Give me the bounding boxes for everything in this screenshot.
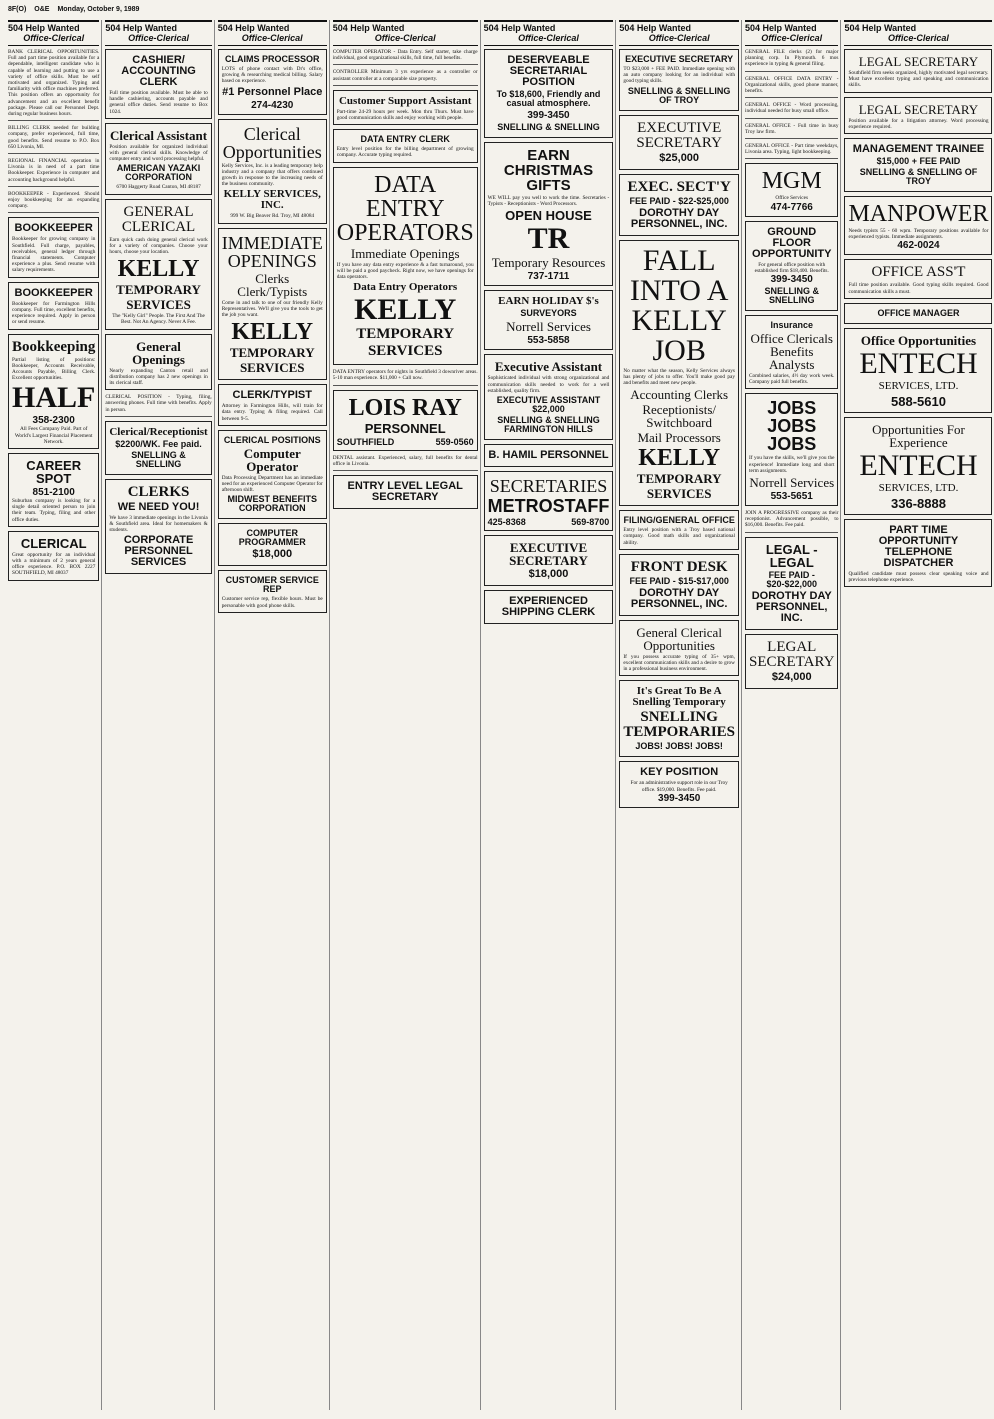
ad-body: No matter what the season, Kelly Services always has plenty of jobs to offer. You'll make good pay and benefits and meet new people. (623, 367, 735, 387)
column-header (619, 20, 739, 46)
classified-ad: GENERAL OFFICE - Full time in busy Troy law firm. (745, 123, 838, 139)
ad-heading: BOOKKEEPER (14, 286, 93, 299)
section-number: 504 Help Wanted (8, 23, 80, 33)
ad-heading: EXPERIENCED SHIPPING CLERK (501, 595, 596, 619)
ad-heading: EXEC. SECT'Y (627, 178, 731, 195)
ad-body: Attorney in Farmington Hills, will train for data entry. Typing & filing required. Call between 9-5. (221, 403, 323, 422)
ad-phone: 274-4230 (251, 99, 294, 111)
display-ad (619, 240, 739, 507)
section-label: Office-Clerical (128, 33, 189, 43)
ad-body: Suburban company is looking for a single detail oriented person to join their team. Typing, filing and other office duties. (12, 497, 96, 523)
ad-heading: Customer Support Assistant (338, 94, 472, 107)
column-header (844, 20, 992, 46)
display-ad (745, 537, 838, 630)
ad-phone: 358-2300 (32, 415, 75, 427)
display-ad (844, 519, 992, 587)
ad-phone: 553-5651 (770, 491, 813, 503)
ad-body: Kelly Services, Inc. is a leading temporary help industry and a company that offers continued growth in response to the increasing needs of the business community. (221, 162, 323, 188)
ad-heading: LEGAL SECRETARY (858, 101, 979, 117)
display-ad (105, 479, 211, 575)
display-ad (844, 303, 992, 324)
ad-body: Entry level position for the billing department of growing company. Accurate typing required. (336, 146, 474, 159)
section-label: Office-Clerical (241, 33, 303, 43)
section-label: Office-Clerical (374, 33, 436, 43)
ad-subheading: Office Clericals Benefits Analysts (750, 331, 833, 373)
ad-heading: It's Great To Be A Snelling Temporary (632, 685, 726, 709)
kelly-logo: KELLY (354, 293, 457, 327)
ad-heading: BOOKKEEPER (14, 222, 93, 235)
display-ad (619, 174, 739, 236)
display-ad (844, 417, 992, 515)
ad-heading: General Openings (132, 338, 185, 367)
column-6 (619, 20, 742, 1410)
ad-body: Entry level position with a Troy based national company. Good math skills and organizational ability. (623, 527, 735, 546)
ad-phone: 399-3450 (658, 792, 701, 804)
ad-heading: General Clerical Opportunities (636, 624, 722, 653)
display-ad (619, 510, 739, 550)
display-ad (218, 49, 327, 115)
ad-body: Bookkeeper for growing company in Southfield. Full charge, payables, receivables, general ledger through financial statements. Computer experience a plus. Send resume with salary requirements. (12, 236, 96, 274)
ad-heading: MANAGEMENT TRAINEE (852, 143, 985, 156)
classified-ad: JOIN A PROGRESSIVE company as their receptionist. Advancement possible, to $16,000. Benefits. Fee paid. (745, 510, 838, 533)
ad-subheading: Mail Processors (637, 430, 721, 446)
company-name: Norrell Services (749, 475, 835, 491)
company-name: Temporary Resources (491, 255, 606, 271)
agency-name: B. HAMIL PERSONNEL (488, 449, 609, 462)
ad-phone: 399-3450 (770, 274, 813, 286)
display-ad (484, 290, 614, 350)
ad-heading: CAREER SPOT (26, 457, 82, 486)
company-address: 6700 Haggerty Road Canton, MI 48187 (116, 184, 201, 191)
section-number: 504 Help Wanted (217, 23, 290, 33)
ad-subheading: Clerks Clerk/Typists (237, 270, 308, 299)
ad-heading: CLERKS (127, 483, 190, 500)
ad-body: LOTS of phone contact with Dr's office, growing & researching medical billing. Salary based on experience. (221, 66, 323, 85)
display-ad (844, 259, 992, 298)
display-ad (218, 523, 327, 566)
ad-subheading: WE NEED YOU! (117, 500, 200, 513)
classified-ad: REGIONAL FINANCIAL operation in Livonia is in need of a part time Bookkeeper. Experience in computer and accounting background helpful. (8, 158, 99, 187)
classified-ad: BILLING CLERK needed for building company, prefer experienced, full time, good benefits. Send resume to P.O. Box 650 Livonia, MI. (8, 125, 99, 154)
display-ad (484, 142, 614, 286)
ad-salary: FEE PAID - $22-$25,000 (629, 195, 729, 206)
ad-heading: OFFICE MANAGER (877, 307, 960, 318)
ad-heading: FALL INTO A KELLY JOB (629, 243, 729, 367)
column-header (8, 20, 99, 46)
kelly-services: SERVICES (367, 343, 443, 360)
display-ad (619, 115, 739, 170)
ad-phone: 553-5858 (527, 335, 570, 347)
company-name: KELLY SERVICES, INC. (223, 188, 321, 212)
ad-body: Nearly expanding Canton retail and distribution company has 2 new openings in its clerical staff. (109, 367, 208, 387)
ad-contact-row (337, 437, 474, 447)
ad-heading: GENERAL CLERICAL (121, 203, 196, 235)
ad-subheading: SURVEYORS (520, 308, 577, 319)
section-number: 504 Help Wanted (619, 23, 692, 33)
ad-heading: Clerical Opportunities (222, 123, 322, 162)
ad-location: SOUTHFIELD (336, 436, 395, 447)
ad-body: For an administrative support role in our Troy office. $19,000. Benefits. Fee paid. (630, 780, 728, 793)
section-label: Office-Clerical (23, 33, 85, 43)
company-subtitle: Office Services (775, 195, 809, 202)
kelly-temporary: TEMPORARY (116, 282, 201, 298)
ad-heading: Opportunities For Experience (872, 421, 965, 450)
ad-heading: EARN CHRISTMAS GIFTS (503, 147, 594, 194)
company-subtitle: SERVICES, LTD. (878, 379, 959, 392)
agency-name: DOROTHY DAY PERSONNEL, INC. (751, 589, 832, 624)
ad-salary: FEE PAID - $15-$17,000 (629, 575, 729, 586)
ad-body: Great opportunity for an individual with a minimum of 2 years general office experience. P.O. BOX 2227 SOUTHFIELD, MI 48037 (12, 551, 96, 577)
masthead (8, 6, 880, 18)
paper-name: O&E (34, 6, 50, 13)
ad-salary: $15,000 + FEE PAID (876, 156, 961, 167)
display-ad (484, 590, 614, 624)
ad-heading: Executive Assistant (494, 359, 603, 375)
ad-body: Position available for a litigation attorney. Word processing experience required. (848, 117, 989, 130)
classified-ad: GENERAL OFFICE - Part time weekdays, Livonia area. Typing, light bookkeeping. (745, 143, 838, 159)
section-label: Office-Clerical (761, 33, 823, 43)
ad-heading: CASHIER/ ACCOUNTING CLERK (121, 54, 196, 88)
ad-body: Sophisticated individual with strong organizational and communication skills needed to work for a well established, quality firm. (487, 375, 610, 394)
company-logo: MANPOWER (848, 201, 989, 228)
column-header (333, 20, 478, 46)
display-ad (484, 49, 614, 138)
ad-heading: EARN HOLIDAY $'s (498, 295, 599, 308)
ad-body: Full time position available. Must be able to handle cashiering, accounts payable and general office duties. Send resume to Box 1024. (109, 90, 208, 115)
column-header (745, 20, 838, 46)
ad-body: Southfield firm seeks organized, highly motivated legal secretary. Must have excellent typing and speaking and communication skills. (848, 70, 989, 89)
kelly-logo: KELLY (231, 319, 314, 346)
classified-ad: CLERICAL POSITION - Typing, filing, answering phones. Full time with benefits. Apply in person. (105, 394, 211, 417)
agency-name: SNELLING & SNELLING (764, 286, 819, 306)
display-ad (105, 123, 211, 195)
ad-heading: FILING/GENERAL OFFICE (623, 515, 735, 526)
ad-heading: DESERVEABLE SECRETARIAL POSITION (507, 54, 590, 88)
column-4 (333, 20, 481, 1410)
column-5 (484, 20, 617, 1410)
ad-heading: DATA ENTRY CLERK (360, 134, 450, 145)
ad-subheading: OPEN HOUSE (505, 208, 592, 224)
ad-heading: SECRETARIES (489, 476, 608, 497)
classified-ad: GENERAL FILE clerks (2) for major planning corp. In Plymouth. 6 mos experience in typing & general filing. (745, 49, 838, 72)
section-number: 504 Help Wanted (483, 23, 556, 33)
ad-heading: Insurance (770, 320, 813, 331)
display-ad (745, 315, 838, 389)
ad-phone: 474-7766 (770, 201, 813, 213)
agency-name: DOROTHY DAY PERSONNEL, INC. (630, 586, 728, 610)
ad-heading: LOIS RAY (348, 394, 462, 421)
ad-heading: DATA ENTRY OPERATORS (336, 171, 474, 246)
ad-body: Needs typists 55 - 60 wpm. Temporary positions available for experienced typists. Immediate assignments. (848, 228, 989, 241)
display-ad (218, 384, 327, 426)
column-header (218, 20, 327, 46)
ad-phone: 559-0560 (435, 436, 474, 447)
ad-heading: Office Opportunities (860, 332, 977, 348)
section-number: 504 Help Wanted (105, 23, 178, 33)
ad-body: Qualified candidate must possess clear speaking voice and previous telephone experience. (848, 570, 989, 584)
display-ad (619, 554, 739, 616)
section-number: 504 Help Wanted (745, 23, 817, 33)
display-ad (105, 49, 211, 119)
page-number: 8F(O) (8, 6, 27, 13)
ad-logo: HALF (12, 381, 96, 415)
display-ad (619, 680, 739, 757)
ad-heading: GROUND FLOOR OPPORTUNITY (752, 225, 832, 260)
agency-name: #1 Personnel Place (222, 85, 323, 98)
classified-columns (8, 20, 989, 1410)
company-name: MIDWEST BENEFITS CORPORATION (227, 494, 317, 514)
ad-phone: 399-3450 (527, 110, 570, 121)
display-ad (218, 430, 327, 520)
ad-salary: $18,000 (252, 548, 293, 561)
ad-body: TO $23,000 + FEE PAID. Immediate opening with an auto company looking for an individual with good typing skills. (623, 66, 735, 85)
display-ad (8, 282, 99, 330)
ad-body: We have 3 immediate openings in the Livonia & Southfield area. Ideal for homemakers & students. (109, 514, 208, 534)
classified-ad: DATA ENTRY operators for nights in Southfield 3 downriver areas. 5-10 man experience. $11,000 + Call now. (333, 369, 478, 385)
ad-heading: LEGAL SECRETARY (749, 638, 835, 670)
ad-body: Customer service rep, flexible hours. Must be personable with good phone skills. (221, 596, 323, 609)
display-ad (333, 167, 478, 366)
company-logo: MGM (761, 168, 822, 195)
ad-body: Part-time 24-29 hours per week. Mon thru Thurs. Must have good communication skills and enjoy working with people. (336, 108, 474, 122)
agency-name: DOROTHY DAY PERSONNEL, INC. (630, 206, 728, 230)
classified-ad: GENERAL OFFICE - Word processing, individual needed for busy small office. (745, 102, 838, 118)
display-ad (484, 535, 614, 586)
ad-body: If you have the skills, we'll give you the experience! Immediate long and short term assignments. (749, 455, 835, 474)
ad-heading: CLERK/TYPIST (232, 389, 312, 402)
ad-phone: 569-8700 (571, 517, 610, 528)
display-ad (745, 634, 838, 689)
kelly-temporary: TEMPORARY (356, 326, 455, 343)
classified-ad: COMPUTER OPERATOR - Data Entry. Self starter, take charge individual, good organizational skills, full time, full benefits. (333, 49, 478, 65)
column-1 (8, 20, 102, 1410)
company-subtitle: SERVICES, LTD. (878, 481, 959, 494)
kelly-temporary: TEMPORARY (229, 345, 315, 361)
agency-name: SNELLING & SNELLING OF TROY (859, 167, 978, 187)
display-ad (333, 390, 478, 451)
classified-ad: BOOKKEEPER - Experienced. Should enjoy bookkeeping for an expanding company. (8, 191, 99, 214)
ad-subheading: Immediate Openings (350, 245, 460, 261)
ad-subheading: EXECUTIVE ASSISTANT $22,000 (496, 395, 601, 415)
ad-phone: 462-0024 (897, 240, 940, 252)
ad-heading: ENTRY LEVEL LEGAL SECRETARY (347, 480, 463, 504)
ad-heading: COMPUTER PROGRAMMER (238, 528, 306, 548)
ad-subheading: PERSONNEL (364, 420, 446, 436)
display-ad (484, 354, 614, 440)
ad-body: If you possess accurate typing of 35+ wpm, excellent communication skills and a desire to grow in a professional business environment. (623, 653, 735, 673)
ad-heading: CLERICAL POSITIONS (223, 434, 321, 445)
ad-rate: $2200/WK. Fee paid. (115, 438, 202, 449)
company-name: Norrell Services (506, 319, 591, 335)
kelly-temporary: TEMPORARY (636, 471, 722, 487)
kelly-logo: KELLY (117, 256, 200, 283)
ad-body: Partial listing of positions: Bookkeeper, Accounts Receivable, Accounts Payable, Billing Clerk. Excellent opportunities. (12, 356, 96, 382)
ad-contact-row (488, 517, 610, 527)
ad-salary: $18,000 (528, 568, 569, 581)
ad-body: Combined salaries, 4½ day work week. Company paid full benefits. (749, 373, 835, 386)
ad-heading: KEY POSITION (640, 766, 719, 779)
agency-name: SNELLING & SNELLING OF TROY (627, 85, 731, 105)
column-header (484, 20, 614, 46)
ad-body: Earn quick cash doing general clerical work for a variety of companies. Choose your hours, choose your location. (109, 236, 208, 256)
display-ad (105, 421, 211, 475)
display-ad (844, 138, 992, 192)
issue-date: Monday, October 9, 1989 (57, 6, 140, 13)
classified-ad: CONTROLLER Minimum 3 yrs experience as a controller or assistant controller at a comparable size property. (333, 69, 478, 85)
display-ad (105, 199, 211, 330)
ad-body: WE WILL pay you well to work the time. Secretaries - Typists - Receptionists - Word Processors. (487, 195, 610, 208)
display-ad (8, 453, 99, 527)
display-ad (8, 217, 99, 277)
section-number: 504 Help Wanted (332, 23, 405, 33)
ad-body: Come in and talk to one of our friendly Kelly Representatives. We'll give you the tools to get the job you want. (221, 299, 323, 319)
ad-subheading: Accounting Clerks (630, 387, 729, 403)
ad-heading: EXECUTIVE SECRETARY (509, 540, 588, 569)
kelly-logo: KELLY (638, 445, 721, 472)
display-ad (619, 761, 739, 807)
display-ad (333, 90, 478, 125)
ad-phone: 425-8368 (487, 517, 526, 528)
display-ad (745, 393, 838, 506)
display-ad (844, 97, 992, 134)
company-name: AMERICAN YAZAKI CORPORATION (116, 163, 201, 183)
display-ad (745, 163, 838, 216)
ad-salary: FEE PAID - $20-$22,000 (766, 569, 817, 589)
ad-body: Full time position available. Good typing skills required. Good communication skills a must. (848, 282, 989, 295)
display-ad (844, 49, 992, 93)
kelly-services: SERVICES (239, 360, 305, 376)
ad-subheading: To $18,600, Friendly and casual atmosphere. (496, 89, 601, 108)
ad-body: Data Processing Department has an immediate need for an experienced Computer Operator for afternoon shift. (221, 474, 323, 494)
column-7 (745, 20, 841, 1410)
ad-subheading: Computer Operator (243, 445, 301, 474)
ad-heading: OFFICE ASS'T (871, 264, 966, 281)
agency-name: SNELLING & SNELLING FARMINGTON HILLS (497, 415, 600, 435)
ad-heading: LEGAL - LEGAL (765, 541, 818, 570)
column-2 (105, 20, 214, 1410)
ad-heading: JOBS JOBS JOBS (767, 398, 817, 455)
display-ad (218, 228, 327, 381)
ad-phone: 336-8888 (891, 495, 946, 511)
display-ad (218, 570, 327, 612)
ad-heading: CLAIMS PROCESSOR (224, 54, 320, 64)
ad-body: If you have any data entry experience & a fast turnaround, you will be paid a good paycheck. Right now, we have openings for data operators. (336, 261, 474, 281)
ad-subheading: Data Entry Operators (353, 281, 458, 294)
ad-heading: CLERICAL (20, 535, 87, 551)
ad-heading: PART TIME OPPORTUNITY TELEPHONE DISPATCHER (878, 523, 959, 569)
ad-heading: Clerical/Receptionist (109, 425, 208, 438)
ad-phone: 737-1711 (527, 271, 570, 283)
ad-body: All Fees Company Paid. Part of World's Largest Financial Placement Network. (14, 426, 93, 445)
agency-name: SNELLING TEMPORARIES (623, 709, 736, 741)
ad-heading: CUSTOMER SERVICE REP (225, 575, 319, 595)
ad-subheading: JOBS! JOBS! JOBS! (635, 741, 723, 752)
ad-heading: Bookkeeping (12, 338, 96, 355)
company-logo: ENTECH (859, 346, 978, 380)
kelly-services: SERVICES (126, 297, 191, 313)
company-address: 999 W. Big Beaver Rd. Troy, MI 48084 (230, 213, 315, 220)
agency-name: SNELLING & SNELLING (131, 449, 186, 469)
section-label: Office-Clerical (888, 33, 949, 43)
display-ad (8, 531, 99, 581)
column-3 (218, 20, 330, 1410)
ad-body: Position available for organized individual with general clerical skills. Knowledge of computer entry and word processing helpful. (109, 143, 208, 163)
ad-heading: EXECUTIVE SECRETARY (625, 54, 734, 64)
display-ad (619, 49, 739, 111)
display-ad (844, 328, 992, 413)
company-name: METROSTAFF (487, 496, 610, 517)
ad-phone: 588-5610 (891, 393, 946, 409)
ad-heading: Clerical Assistant (109, 127, 208, 143)
ad-body: Bookkeeper for Farmington Hills company. Full time, excellent benefits, experience required. Apply in person or send resume. (12, 300, 96, 326)
kelly-services: SERVICES (646, 486, 712, 502)
display-ad (105, 334, 211, 391)
ad-body: For general office position with established firm $18,400. Benefits. (754, 261, 829, 274)
display-ad (333, 129, 478, 162)
kelly-tagline: The "Kelly Girl" People. The First And The Best. Not An Agency. Never A Fee. (112, 313, 205, 326)
display-ad (218, 119, 327, 224)
ad-subheading: Receptionists/ Switchboard (642, 402, 716, 431)
classified-ad: DENTAL assistant. Experienced, salary, full benefits for dental office in Livonia. (333, 455, 478, 471)
agency-name: SNELLING & SNELLING (497, 122, 600, 132)
ad-heading: EXECUTIVE SECRETARY (636, 119, 722, 151)
display-ad (8, 334, 99, 449)
column-header (105, 20, 211, 46)
ad-phone: 851-2100 (32, 486, 75, 498)
display-ad (484, 444, 614, 467)
classified-ad: BANK CLERICAL OPPORTUNITIES. Full and part time position available for a dependable, intelligent candidate who is capable of learning and putting to use a variety of office skills. Must be self motivated and organized. Typing and familiarity with office machines preferred. This position offers an opportunity for advancement and an excellent benefit package. Please call our Personnel Dept. during regular business hours. (8, 49, 99, 121)
section-label: Office-Clerical (518, 33, 579, 43)
company-logo: ENTECH (859, 448, 978, 482)
display-ad (333, 475, 478, 509)
display-ad (484, 471, 614, 531)
ad-heading: IMMEDIATE OPENINGS (221, 232, 323, 271)
classified-ad: GENERAL OFFICE DATA ENTRY - Organizational skills, good phone manner, benefits. (745, 76, 838, 99)
section-label: Office-Clerical (648, 33, 710, 43)
agency-name: CORPORATE PERSONNEL SERVICES (123, 534, 194, 569)
ad-heading: FRONT DESK (630, 558, 728, 575)
ad-heading: LEGAL SECRETARY (858, 54, 979, 69)
display-ad (619, 620, 739, 677)
display-ad (844, 196, 992, 255)
ad-salary: $24,000 (771, 670, 812, 683)
column-8 (844, 20, 994, 1410)
section-number: 504 Help Wanted (844, 23, 917, 33)
tr-logo: TR (527, 222, 570, 256)
ad-salary: $25,000 (659, 151, 700, 164)
display-ad (745, 221, 838, 311)
